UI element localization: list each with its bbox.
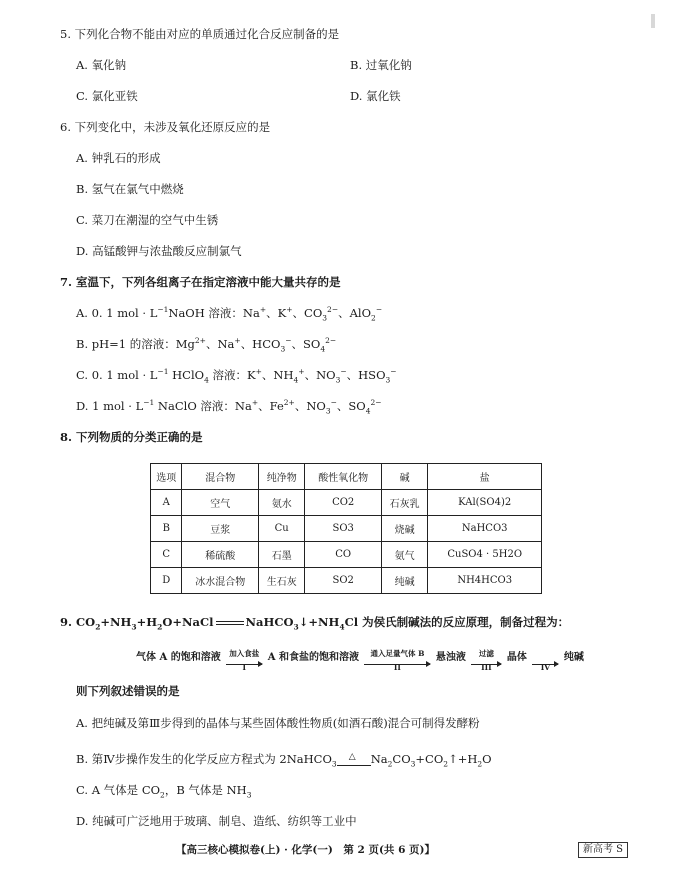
q9-stem: 9. $CO_2+NH_3+H_2O+NaCl$ $NaHCO_3↓+NH_4Cl$ 为侯氏制碱法的反应原理，制备过程为： xyxy=(60,615,570,632)
table-cell: 氨气 xyxy=(381,542,427,568)
table-cell: 豆浆 xyxy=(182,516,258,542)
q5-option-b: B. 过氧化钠 xyxy=(350,58,412,72)
table-cell: 烧碱 xyxy=(381,516,427,542)
table-row xyxy=(151,542,542,568)
table-cell: SO2 xyxy=(305,568,381,594)
table-header: 酸性氧化物 xyxy=(305,464,381,490)
heat-arrow: △ xyxy=(337,759,371,766)
table-row xyxy=(151,568,542,594)
q8-stem: 8. 下列物质的分类正确的是 xyxy=(60,430,203,444)
q9-option-b: B. 第Ⅳ步操作发生的化学反应方程式为 2NaHCO$_3$ △ $Na_2CO_3+CO_2↑+H_2O$ xyxy=(76,752,492,769)
table-cell: 空气 xyxy=(182,490,258,516)
q9-question: 则下列叙述错误的是 xyxy=(76,684,180,698)
table-cell: CuSO4 · 5H2O xyxy=(428,542,542,568)
step-arrow: 过滤 III xyxy=(471,657,501,665)
table-header: 混合物 xyxy=(182,464,258,490)
q7-option-c: C. 0. 1 mol · $L^{-1}$ HClO$_4$ 溶液：K+、$NH_4^+$、$NO_3^-$、$HSO_3^-$ xyxy=(76,367,397,385)
q5-option-d: D. 氯化铁 xyxy=(350,89,401,103)
q5-option-c: C. 氯化亚铁 xyxy=(76,89,138,103)
table-cell: 氨水 xyxy=(258,490,304,516)
q9-option-c: C. A 气体是 $CO_2$，B 气体是 $NH_3$ xyxy=(76,783,252,800)
table-cell: 石灰乳 xyxy=(381,490,427,516)
q9-process-flow: 气体 A 的饱和溶液 加入食盐 I A 和食盐的饱和溶液 通入足量气体 B II 悬浊液 过滤 III 晶体 IV 纯碱 xyxy=(136,649,584,672)
step-arrow: IV xyxy=(532,657,558,665)
q7-option-d: D. 1 mol · $L^{-1}$ NaClO 溶液：Na+、$Fe^{2+}$、$NO_3^-$、$SO_4^{2-}$ xyxy=(76,398,382,416)
step-arrow: 加入食盐 I xyxy=(226,657,262,665)
q6-option-a: A. 钟乳石的形成 xyxy=(76,151,161,165)
table-cell: D xyxy=(151,568,182,594)
edition-badge: 新高考 S xyxy=(578,842,628,858)
table-cell: CO2 xyxy=(305,490,381,516)
step-arrow: 通入足量气体 B II xyxy=(364,657,430,665)
table-cell: C xyxy=(151,542,182,568)
table-header-row xyxy=(151,464,542,490)
table-header: 碱 xyxy=(381,464,427,490)
classification-table xyxy=(150,463,542,594)
q9-option-a: A. 把纯碱及第Ⅲ步得到的晶体与某些固体酸性物质(如酒石酸)混合可制得发酵粉 xyxy=(76,716,480,730)
table-cell: NH4HCO3 xyxy=(428,568,542,594)
table-cell: 石墨 xyxy=(258,542,304,568)
q5-option-a: A. 氧化钠 xyxy=(76,58,127,72)
table-cell: CO xyxy=(305,542,381,568)
q7-option-b: B. pH=1 的溶液：$Mg^{2+}$、Na+、$HCO_3^-$、$SO_4^{2-}$ xyxy=(76,336,337,354)
table-cell: Cu xyxy=(258,516,304,542)
table-cell: 生石灰 xyxy=(258,568,304,594)
q6-option-d: D. 高锰酸钾与浓盐酸反应制氯气 xyxy=(76,244,242,258)
q6-stem: 6. 下列变化中，未涉及氧化还原反应的是 xyxy=(60,120,271,134)
table-header: 盐 xyxy=(428,464,542,490)
table-cell: NaHCO3 xyxy=(428,516,542,542)
scan-mark xyxy=(651,14,655,28)
q9-option-d: D. 纯碱可广泛地用于玻璃、制皂、造纸、纺织等工业中 xyxy=(76,814,357,828)
table-header: 纯净物 xyxy=(258,464,304,490)
table-row xyxy=(151,516,542,542)
table-cell: 冰水混合物 xyxy=(182,568,258,594)
page-footer: 【高三核心模拟卷(上) · 化学(一) 第 2 页(共 6 页)】 xyxy=(176,844,436,856)
table-row xyxy=(151,490,542,516)
table-cell: 纯碱 xyxy=(381,568,427,594)
q7-stem: 7. 室温下，下列各组离子在指定溶液中能大量共存的是 xyxy=(60,275,341,289)
q6-option-c: C. 菜刀在潮湿的空气中生锈 xyxy=(76,213,219,227)
table-cell: KAl(SO4)2 xyxy=(428,490,542,516)
q5-stem: 5. 下列化合物不能由对应的单质通过化合反应制备的是 xyxy=(60,27,340,41)
table-cell: A xyxy=(151,490,182,516)
table-cell: SO3 xyxy=(305,516,381,542)
table-cell: 稀硫酸 xyxy=(182,542,258,568)
q7-option-a: A. 0. 1 mol · $L^{-1}NaOH$ 溶液：Na+、K+、$CO_3^{2-}$、AlO$_2$− xyxy=(76,305,383,323)
equals-sign xyxy=(216,621,244,625)
table-cell: B xyxy=(151,516,182,542)
table-header: 选项 xyxy=(151,464,182,490)
q6-option-b: B. 氢气在氯气中燃烧 xyxy=(76,182,184,196)
